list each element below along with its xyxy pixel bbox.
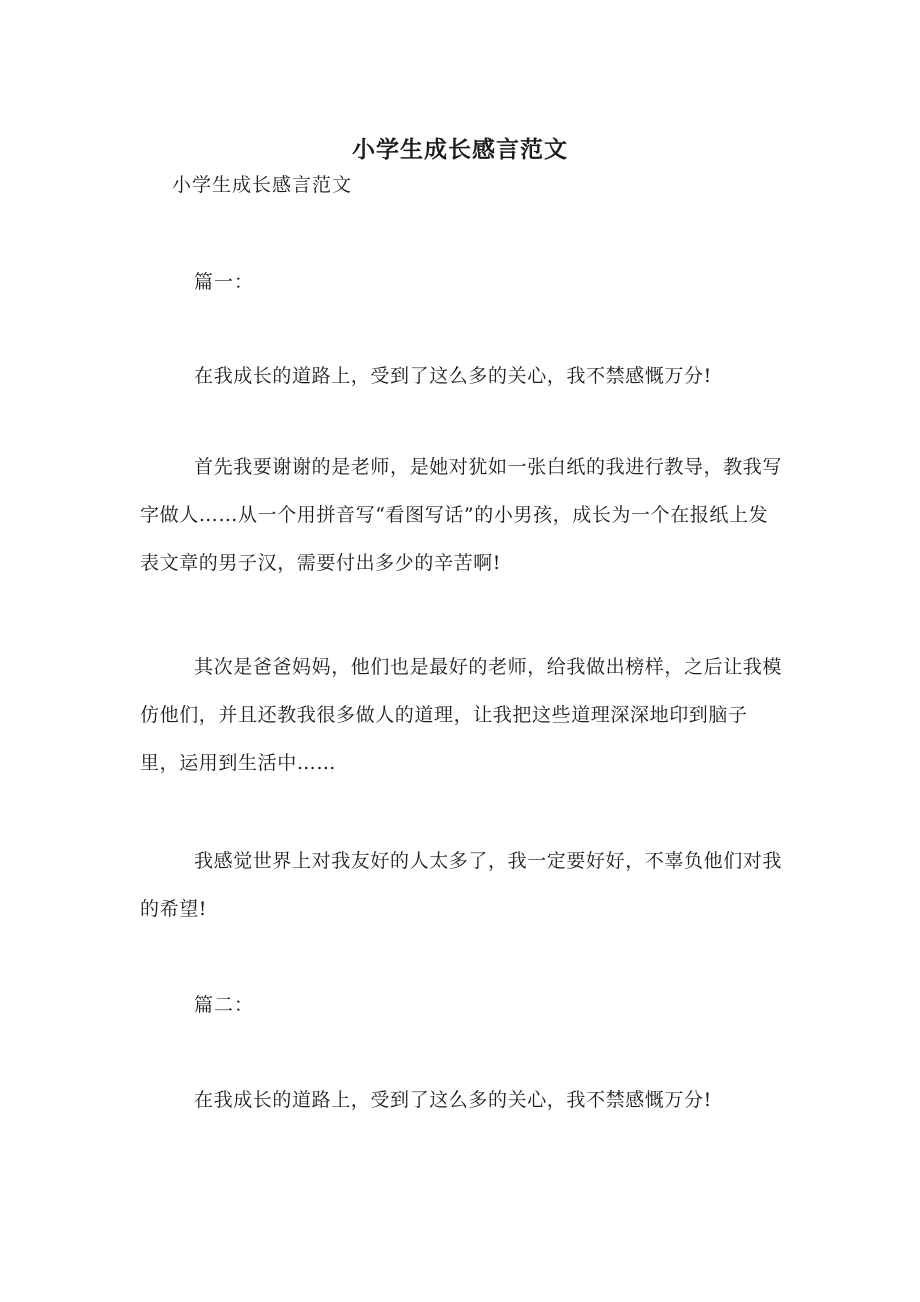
section-heading-one: 篇一：	[194, 271, 255, 293]
paragraph: 在我成长的道路上，受到了这么多的关心，我不禁感慨万分!	[194, 365, 712, 387]
document-title: 小学生成长感言范文	[352, 136, 568, 164]
section-heading-two: 篇二：	[194, 994, 255, 1016]
paragraph: 我感觉世界上对我友好的人太多了，我一定要好好，不辜负他们对我的希望!	[140, 850, 783, 920]
paragraph: 在我成长的道路上，受到了这么多的关心，我不禁感慨万分!	[194, 1089, 712, 1111]
paragraph: 首先我要谢谢的是老师，是她对犹如一张白纸的我进行教导，教我写字做人……从一个用拼音写“看图写话”的小男孩，成长为一个在报纸上发表文章的男子汉，需要付出多少的辛苦啊!	[140, 456, 783, 574]
paragraph: 其次是爸爸妈妈，他们也是最好的老师，给我做出榜样，之后让我模仿他们，并且还教我很多做人的道理，让我把这些道理深深地印到脑子里，运用到生活中……	[140, 656, 783, 774]
document-subtitle: 小学生成长感言范文	[172, 174, 353, 196]
